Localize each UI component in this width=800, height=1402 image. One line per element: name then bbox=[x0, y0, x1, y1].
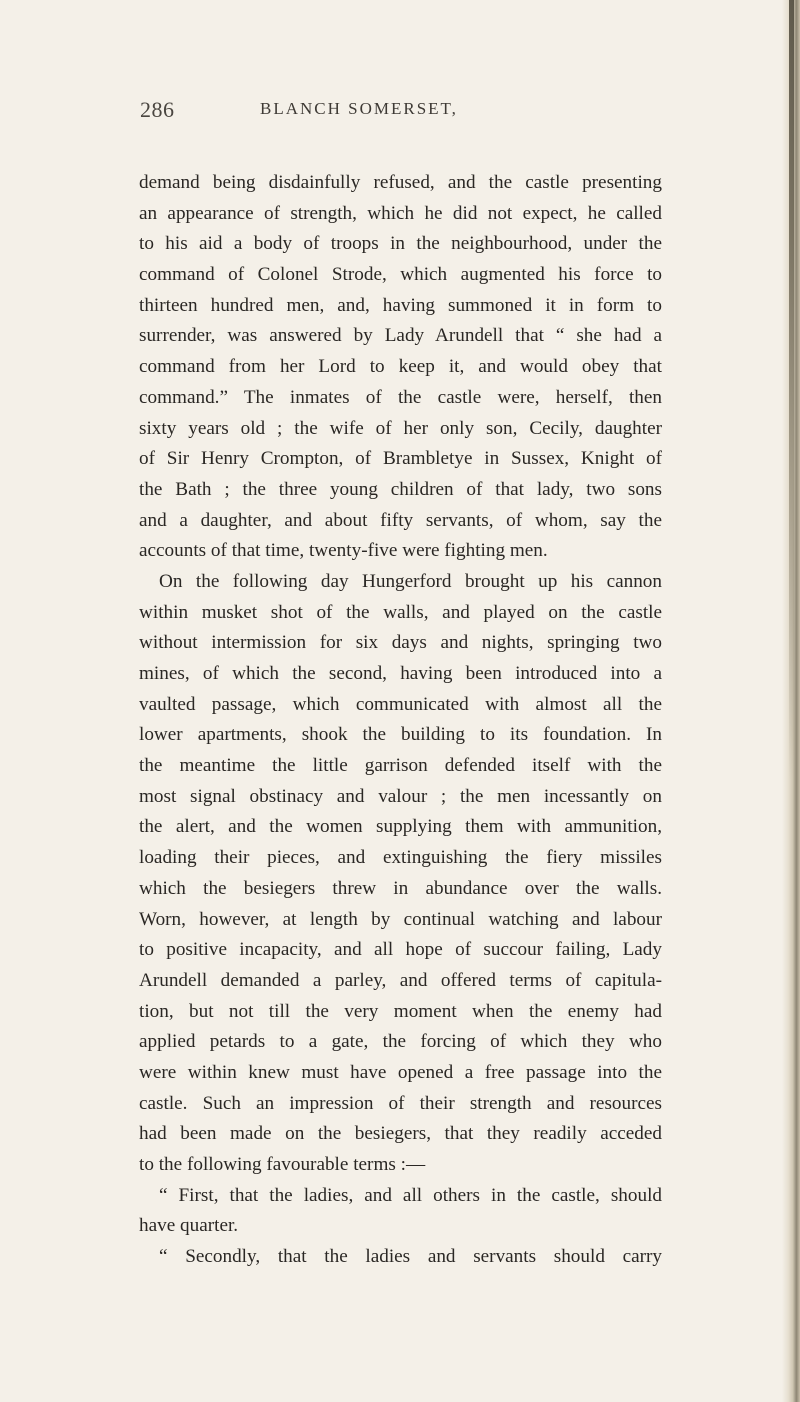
text-line: command from her Lord to keep it, and would obey that bbox=[139, 356, 662, 378]
text-line: the alert, and the women supplying them with ammunition, bbox=[139, 816, 662, 838]
text-line: tion, but not till the very moment when the enemy had bbox=[139, 1000, 662, 1022]
text-line: accounts of that time, twenty-five were fighting men. bbox=[139, 540, 548, 562]
body-text bbox=[139, 168, 662, 1273]
text-line: demand being disdainfully refused, and the castle presenting bbox=[139, 172, 662, 193]
text-line: without intermission for six days and nights, springing two bbox=[139, 632, 662, 654]
text-line: have quarter. bbox=[139, 1215, 239, 1237]
text-line: “ First, that the ladies, and all others in the castle, should bbox=[159, 1184, 662, 1206]
text-line: surrender, was answered by Lady Arundell that “ she had a bbox=[139, 325, 662, 347]
text-line: had been made on the besiegers, that they readily acceded bbox=[139, 1123, 662, 1145]
binding-shadow bbox=[789, 0, 794, 780]
text-line: to positive incapacity, and all hope of succour failing, Lady bbox=[139, 939, 662, 961]
text-line: Arundell demanded a parley, and offered terms of capitula- bbox=[139, 969, 662, 991]
text-line: the Bath ; the three young children of that lady, two sons bbox=[139, 478, 662, 500]
text-line: most signal obstinacy and valour ; the men incessantly on bbox=[139, 785, 662, 807]
text-line: sixty years old ; the wife of her only son, Cecily, daughter bbox=[139, 417, 662, 439]
text-line: command.” The inmates of the castle were, herself, then bbox=[139, 386, 662, 408]
text-line: On the following day Hungerford brought up his cannon bbox=[159, 570, 662, 592]
running-head: BLANCH SOMERSET, bbox=[260, 99, 458, 118]
text-line: command of Colonel Strode, which augmented his force to bbox=[139, 264, 662, 286]
text-line: “ Secondly, that the ladies and servants should carry bbox=[159, 1246, 662, 1268]
text-line: to his aid a body of troops in the neighbourhood, under the bbox=[139, 233, 662, 255]
text-line: which the besiegers threw in abundance over the walls. bbox=[139, 877, 662, 899]
text-line: thirteen hundred men, and, having summoned it in form to bbox=[139, 294, 662, 316]
text-line: within musket shot of the walls, and played on the castle bbox=[139, 601, 662, 623]
text-line: and a daughter, and about fifty servants, of whom, say the bbox=[139, 509, 662, 531]
text-line: were within knew must have opened a free passage into the bbox=[139, 1061, 662, 1083]
page-header bbox=[140, 97, 660, 127]
text-line: the meantime the little garrison defended itself with the bbox=[139, 755, 662, 777]
page-number: 286 bbox=[140, 97, 175, 122]
text-line: to the following favourable terms :— bbox=[139, 1154, 426, 1175]
text-line: loading their pieces, and extinguishing the fiery missiles bbox=[139, 847, 662, 869]
text-line: vaulted passage, which communicated with almost all the bbox=[139, 693, 662, 715]
text-line: mines, of which the second, having been introduced into a bbox=[139, 663, 662, 684]
text-line: castle. Such an impression of their strength and resources bbox=[139, 1092, 662, 1114]
text-line: of Sir Henry Crompton, of Brambletye in Sussex, Knight of bbox=[139, 448, 662, 470]
text-line: applied petards to a gate, the forcing of which they who bbox=[139, 1031, 662, 1053]
text-line: Worn, however, at length by continual watching and labour bbox=[139, 908, 662, 930]
text-line: an appearance of strength, which he did not expect, he called bbox=[139, 202, 662, 224]
text-line: lower apartments, shook the building to its foundation. In bbox=[139, 724, 662, 746]
